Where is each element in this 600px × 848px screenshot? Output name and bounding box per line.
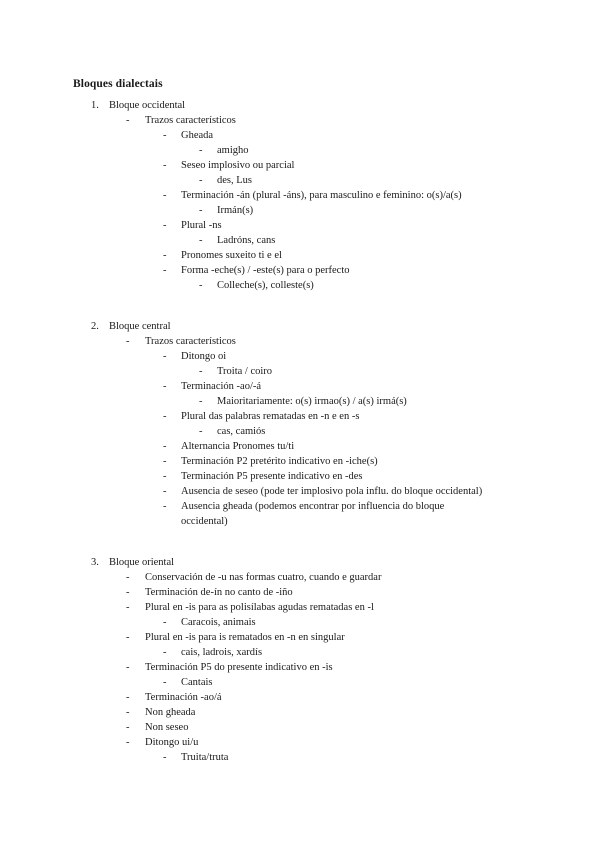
bullet-dash-icon: - xyxy=(199,145,203,156)
bullet-dash-icon: - xyxy=(163,381,167,392)
list-item-text: Seseo implosivo ou parcial xyxy=(181,160,295,171)
list-item-text: amigho xyxy=(217,145,249,156)
bullet-dash-icon: - xyxy=(126,336,130,347)
bullet-dash-icon: - xyxy=(126,662,130,673)
bullet-dash-icon: - xyxy=(163,752,167,763)
bullet-dash-icon: - xyxy=(163,647,167,658)
list-item-text: Plural das palabras rematadas en -n e en -s xyxy=(181,411,360,422)
list-item-text: Terminación -ao/-á xyxy=(181,381,262,392)
section-heading-text: Bloque occidental xyxy=(109,100,186,111)
list-item-text: Ditongo oi xyxy=(181,351,227,362)
bullet-dash-icon: - xyxy=(199,280,203,291)
bullet-dash-icon: - xyxy=(163,160,167,171)
bullet-dash-icon: - xyxy=(126,722,130,733)
bullet-dash-icon: - xyxy=(199,205,203,216)
bullet-dash-icon: - xyxy=(163,411,167,422)
bullet-dash-icon: - xyxy=(163,486,167,497)
list-item-text: cas, camiós xyxy=(217,426,266,437)
list-item-text: Ladróns, cans xyxy=(217,235,276,246)
list-item-text: Non seseo xyxy=(145,722,189,733)
list-item-text: Non gheada xyxy=(145,707,196,718)
bullet-dash-icon: - xyxy=(163,130,167,141)
bullet-dash-icon: - xyxy=(126,602,130,613)
bullet-dash-icon: - xyxy=(163,617,167,628)
bullet-dash-icon: - xyxy=(163,220,167,231)
bullet-dash-icon: - xyxy=(163,441,167,452)
bullet-dash-icon: - xyxy=(163,456,167,467)
section-number: 3. xyxy=(91,557,99,568)
list-item-text: Maioritariamente: o(s) irmao(s) / a(s) irmá(s) xyxy=(217,396,407,407)
bullet-dash-icon: - xyxy=(199,235,203,246)
list-item-text: Plural en -is para as polisílabas agudas rematadas en -l xyxy=(145,602,374,613)
list-item-text: Trazos característicos xyxy=(145,336,236,347)
bullet-dash-icon: - xyxy=(163,677,167,688)
section-heading-text: Bloque oriental xyxy=(109,557,175,568)
bullet-dash-icon: - xyxy=(126,707,130,718)
list-item-text: des, Lus xyxy=(217,175,252,186)
bullet-dash-icon: - xyxy=(199,366,203,377)
list-item-text: Truita/truta xyxy=(181,752,229,763)
bullet-dash-icon: - xyxy=(199,426,203,437)
list-item-text: Ausencia gheada (podemos encontrar por influencia do bloque xyxy=(181,501,445,512)
bullet-dash-icon: - xyxy=(126,737,130,748)
list-item-text: Terminación P2 pretérito indicativo en -iche(s) xyxy=(181,456,378,467)
list-item-text: Ausencia de seseo (pode ter implosivo pola influ. do bloque occidental) xyxy=(181,486,483,497)
bullet-dash-icon: - xyxy=(163,190,167,201)
list-item-text: Terminación -ao/á xyxy=(145,692,222,703)
bullet-dash-icon: - xyxy=(163,471,167,482)
bullet-dash-icon: - xyxy=(163,265,167,276)
bullet-dash-icon: - xyxy=(126,632,130,643)
list-item-text: Colleche(s), colleste(s) xyxy=(217,280,314,291)
list-item-text: Cantais xyxy=(181,677,213,688)
section-number: 2. xyxy=(91,321,99,332)
list-item-text: Forma -eche(s) / -este(s) para o perfecto xyxy=(181,265,350,276)
bullet-dash-icon: - xyxy=(163,250,167,261)
list-item-text: Caracois, animais xyxy=(181,617,256,628)
list-item-text: Plural en -is para is rematados en -n en singular xyxy=(145,632,345,643)
list-item-text: Terminación P5 do presente indicativo en -is xyxy=(145,662,333,673)
list-item-text: Terminación de-ín no canto de -iño xyxy=(145,587,293,598)
list-item-text: Irmán(s) xyxy=(217,205,254,216)
bullet-dash-icon: - xyxy=(199,396,203,407)
bullet-dash-icon: - xyxy=(163,351,167,362)
list-item-text: Ditongo ui/u xyxy=(145,737,199,748)
bullet-dash-icon: - xyxy=(126,587,130,598)
list-item-text: Pronomes suxeito ti e el xyxy=(181,250,282,261)
list-item-text: cais, ladrois, xardís xyxy=(181,647,263,658)
bullet-dash-icon: - xyxy=(199,175,203,186)
list-item-text: Plural -ns xyxy=(181,220,222,231)
list-item-text: Gheada xyxy=(181,130,214,141)
section-heading-text: Bloque central xyxy=(109,321,171,332)
list-item-text: occidental) xyxy=(181,516,228,527)
list-item-text: Alternancia Pronomes tu/ti xyxy=(181,441,295,452)
bullet-dash-icon: - xyxy=(126,572,130,583)
list-item-text: Terminación -án (plural -áns), para masculino e feminino: o(s)/a(s) xyxy=(181,190,462,201)
bullet-dash-icon: - xyxy=(126,692,130,703)
list-item-text: Troita / coiro xyxy=(217,366,273,377)
bullet-dash-icon: - xyxy=(163,501,167,512)
list-item-text: Conservación de -u nas formas cuatro, cuando e guardar xyxy=(145,572,382,583)
section-number: 1. xyxy=(91,100,99,111)
bullet-dash-icon: - xyxy=(126,115,130,126)
page-title: Bloques dialectais xyxy=(73,78,163,90)
list-item-text: Terminación P5 presente indicativo en -des xyxy=(181,471,363,482)
list-item-text: Trazos característicos xyxy=(145,115,236,126)
